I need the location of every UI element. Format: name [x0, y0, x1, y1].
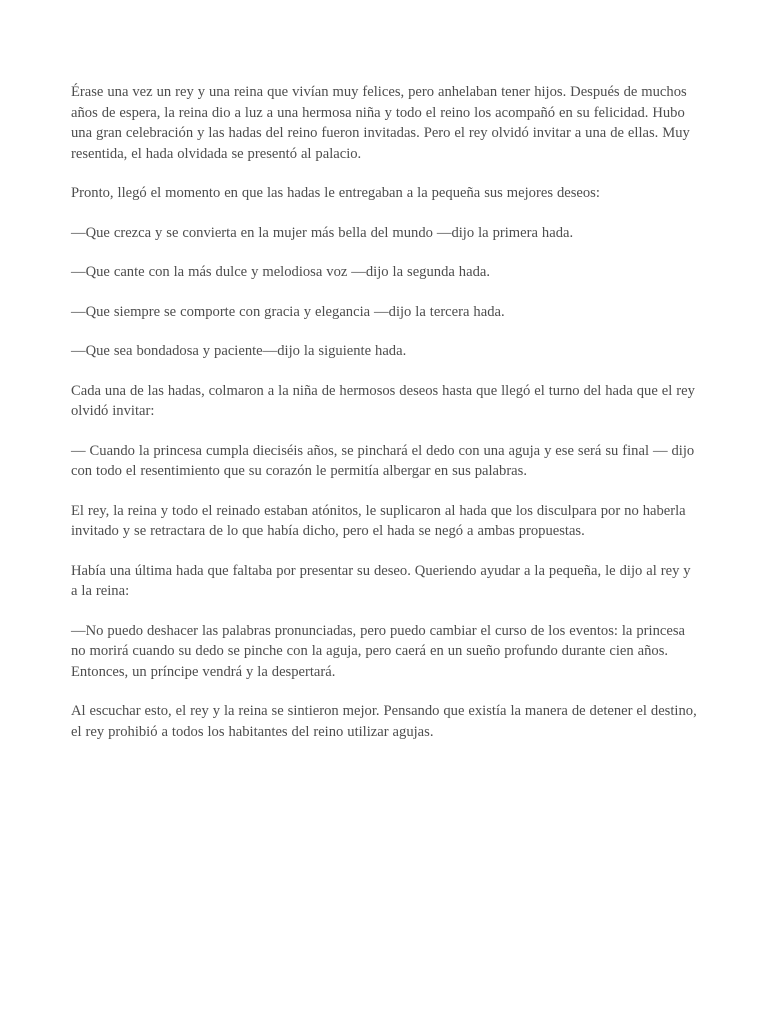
paragraph: —Que siempre se comporte con gracia y elegancia —dijo la tercera hada. — [71, 303, 505, 320]
paragraph: Érase una vez un rey y una reina que vivían muy felices, pero anhelaban tener hijos. Después de muchos años de espera, la reina dio a luz a una hermosa niña y todo el reino los acompañó en su felicidad. Hubo una gran celebración y las hadas del reino fueron invitadas. Pero el rey olvidó invitar a una de ellas. Muy resentida, el hada olvidada se presentó al palacio. — [71, 84, 690, 162]
paragraph: Cada una de las hadas, colmaron a la niña de hermosos deseos hasta que llegó el turno del hada que el rey olvidó invitar: — [71, 382, 695, 419]
paragraph: Al escuchar esto, el rey y la reina se sintieron mejor. Pensando que existía la manera de detener el destino, el rey prohibió a todos los habitantes del reino utilizar agujas. — [71, 703, 697, 740]
paragraph: El rey, la reina y todo el reinado estaban atónitos, le suplicaron al hada que los disculpara por no haberla invitado y se retractara de lo que había dicho, pero el hada se negó a ambas propuestas. — [71, 502, 686, 539]
paragraph: Había una última hada que faltaba por presentar su deseo. Queriendo ayudar a la pequeña, le dijo al rey y a la reina: — [71, 562, 691, 599]
paragraph: —No puedo deshacer las palabras pronunciadas, pero puedo cambiar el curso de los eventos: la princesa no morirá cuando su dedo se pinche con la aguja, pero caerá en un sueño profundo durante cien años. Entonces, un príncipe vendrá y la despertará. — [71, 622, 685, 680]
paragraph: —Que cante con la más dulce y melodiosa voz —dijo la segunda hada. — [71, 264, 490, 280]
paragraph: — Cuando la princesa cumpla dieciséis años, se pinchará el dedo con una aguja y ese será su final — dijo con todo el resentimiento que su corazón le permitía albergar en sus palabras. — [71, 442, 695, 479]
paragraph: —Que sea bondadosa y paciente—dijo la siguiente hada. — [71, 343, 407, 359]
paragraph: Pronto, llegó el momento en que las hadas le entregaban a la pequeña sus mejores deseos: — [71, 185, 600, 201]
paragraph: —Que crezca y se convierta en la mujer más bella del mundo —dijo la primera hada. — [71, 224, 574, 241]
